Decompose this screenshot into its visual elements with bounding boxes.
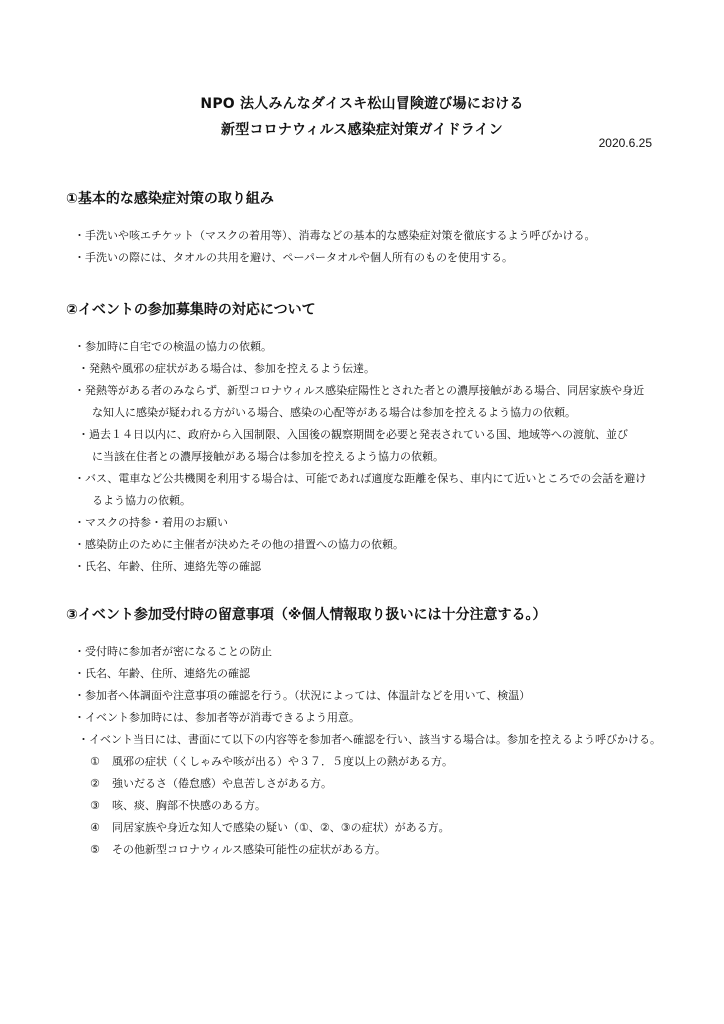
list-item: ・氏名、年齢、住所、連絡先の確認: [74, 667, 250, 680]
list-item: ・参加者へ体調面や注意事項の確認を行う。（状況によっては、体温計などを用いて、検温）: [74, 689, 531, 702]
sub-item-text: 強いだるさ（倦怠感）や息苦しさがある方。: [112, 777, 332, 790]
list-item: ・発熱や風邪の症状がある場合は、参加を控えるよう伝達。: [78, 362, 375, 375]
list-item-continuation: るよう協力の依頼。: [92, 494, 191, 507]
title-line-2: 新型コロナウィルス感染症対策ガイドライン: [221, 122, 503, 138]
sub-item-number: ③: [90, 799, 100, 812]
sub-item-number: ①: [90, 755, 100, 768]
list-item: ・参加時に自宅での検温の協力の依頼。: [74, 340, 272, 353]
list-item: ・イベント参加時には、参加者等が消毒できるよう用意。: [74, 711, 360, 724]
list-item: ・発熱等がある者のみならず、新型コロナウィルス感染症陽性とされた者との濃厚接触がある場合、同居家族や身近: [74, 384, 645, 397]
list-item: ・バス、電車など公共機関を利用する場合は、可能であれば適度な距離を保ち、車内にて近いところでの会話を避け: [74, 472, 647, 485]
sub-list-item: [66, 795, 666, 817]
list-item: ・手洗いの際には、タオルの共用を避け、ペーパータオルや個人所有のものを使用する。: [74, 251, 514, 264]
section-reception: [66, 605, 666, 861]
list-item: ・手洗いや咳エチケット（マスクの着用等）、消毒などの基本的な感染症対策を徹底するよう呼びかける。: [74, 229, 596, 242]
list-item: ・感染防止のために主催者が決めたその他の措置への協力の依頼。: [74, 538, 404, 551]
sub-item-text: 風邪の症状（くしゃみや咳が出る）や３７．５度以上の熱がある方。: [112, 755, 453, 768]
list-item: ・過去１４日以内に、政府から入国制限、入国後の観察期間を必要と発表されている国、地域等への渡航、並び: [78, 428, 628, 441]
sub-list-item: [66, 773, 666, 795]
section-basic-measures: [66, 189, 666, 269]
section-heading: ①基本的な感染症対策の取り組み: [66, 191, 274, 207]
section-recruitment: [66, 300, 666, 578]
sub-list-item: [66, 839, 666, 861]
list-item: ・イベント当日には、書面にて以下の内容等を参加者へ確認を行い、該当する場合は。参加を控えるよう呼びかける。: [78, 733, 661, 746]
document-date: 2020.6.25: [598, 136, 652, 150]
list-item: ・マスクの持参・着用のお願い: [74, 516, 228, 529]
sub-item-number: ②: [90, 777, 100, 790]
section-heading: ③イベント参加受付時の留意事項（※個人情報取り扱いには十分注意する。）: [66, 607, 547, 623]
sub-item-text: 同居家族や身近な知人で感染の疑い（①、②、③の症状）がある方。: [112, 821, 450, 834]
section-heading: ②イベントの参加募集時の対応について: [66, 302, 316, 318]
list-item-continuation: に当該在住者との濃厚接触がある場合は参加を控えるよう協力の依頼。: [92, 450, 444, 463]
sub-item-number: ⑤: [90, 843, 100, 856]
list-item: ・受付時に参加者が密になることの防止: [74, 645, 272, 658]
sub-item-text: その他新型コロナウィルス感染可能性の症状がある方。: [112, 843, 387, 856]
sub-list-item: [66, 817, 666, 839]
list-item: ・氏名、年齢、住所、連絡先等の確認: [74, 560, 261, 573]
sub-list-item: [66, 751, 666, 773]
list-item-continuation: な知人に感染が疑われる方がいる場合、感染の心配等がある場合は参加を控えるよう協力の依頼。: [92, 406, 576, 419]
sub-item-number: ④: [90, 821, 100, 834]
title-line-1: NPO 法人みんなダイスキ松山冒険遊び場における: [200, 96, 524, 112]
sub-item-text: 咳、痰、胸部不快感のある方。: [112, 799, 266, 812]
